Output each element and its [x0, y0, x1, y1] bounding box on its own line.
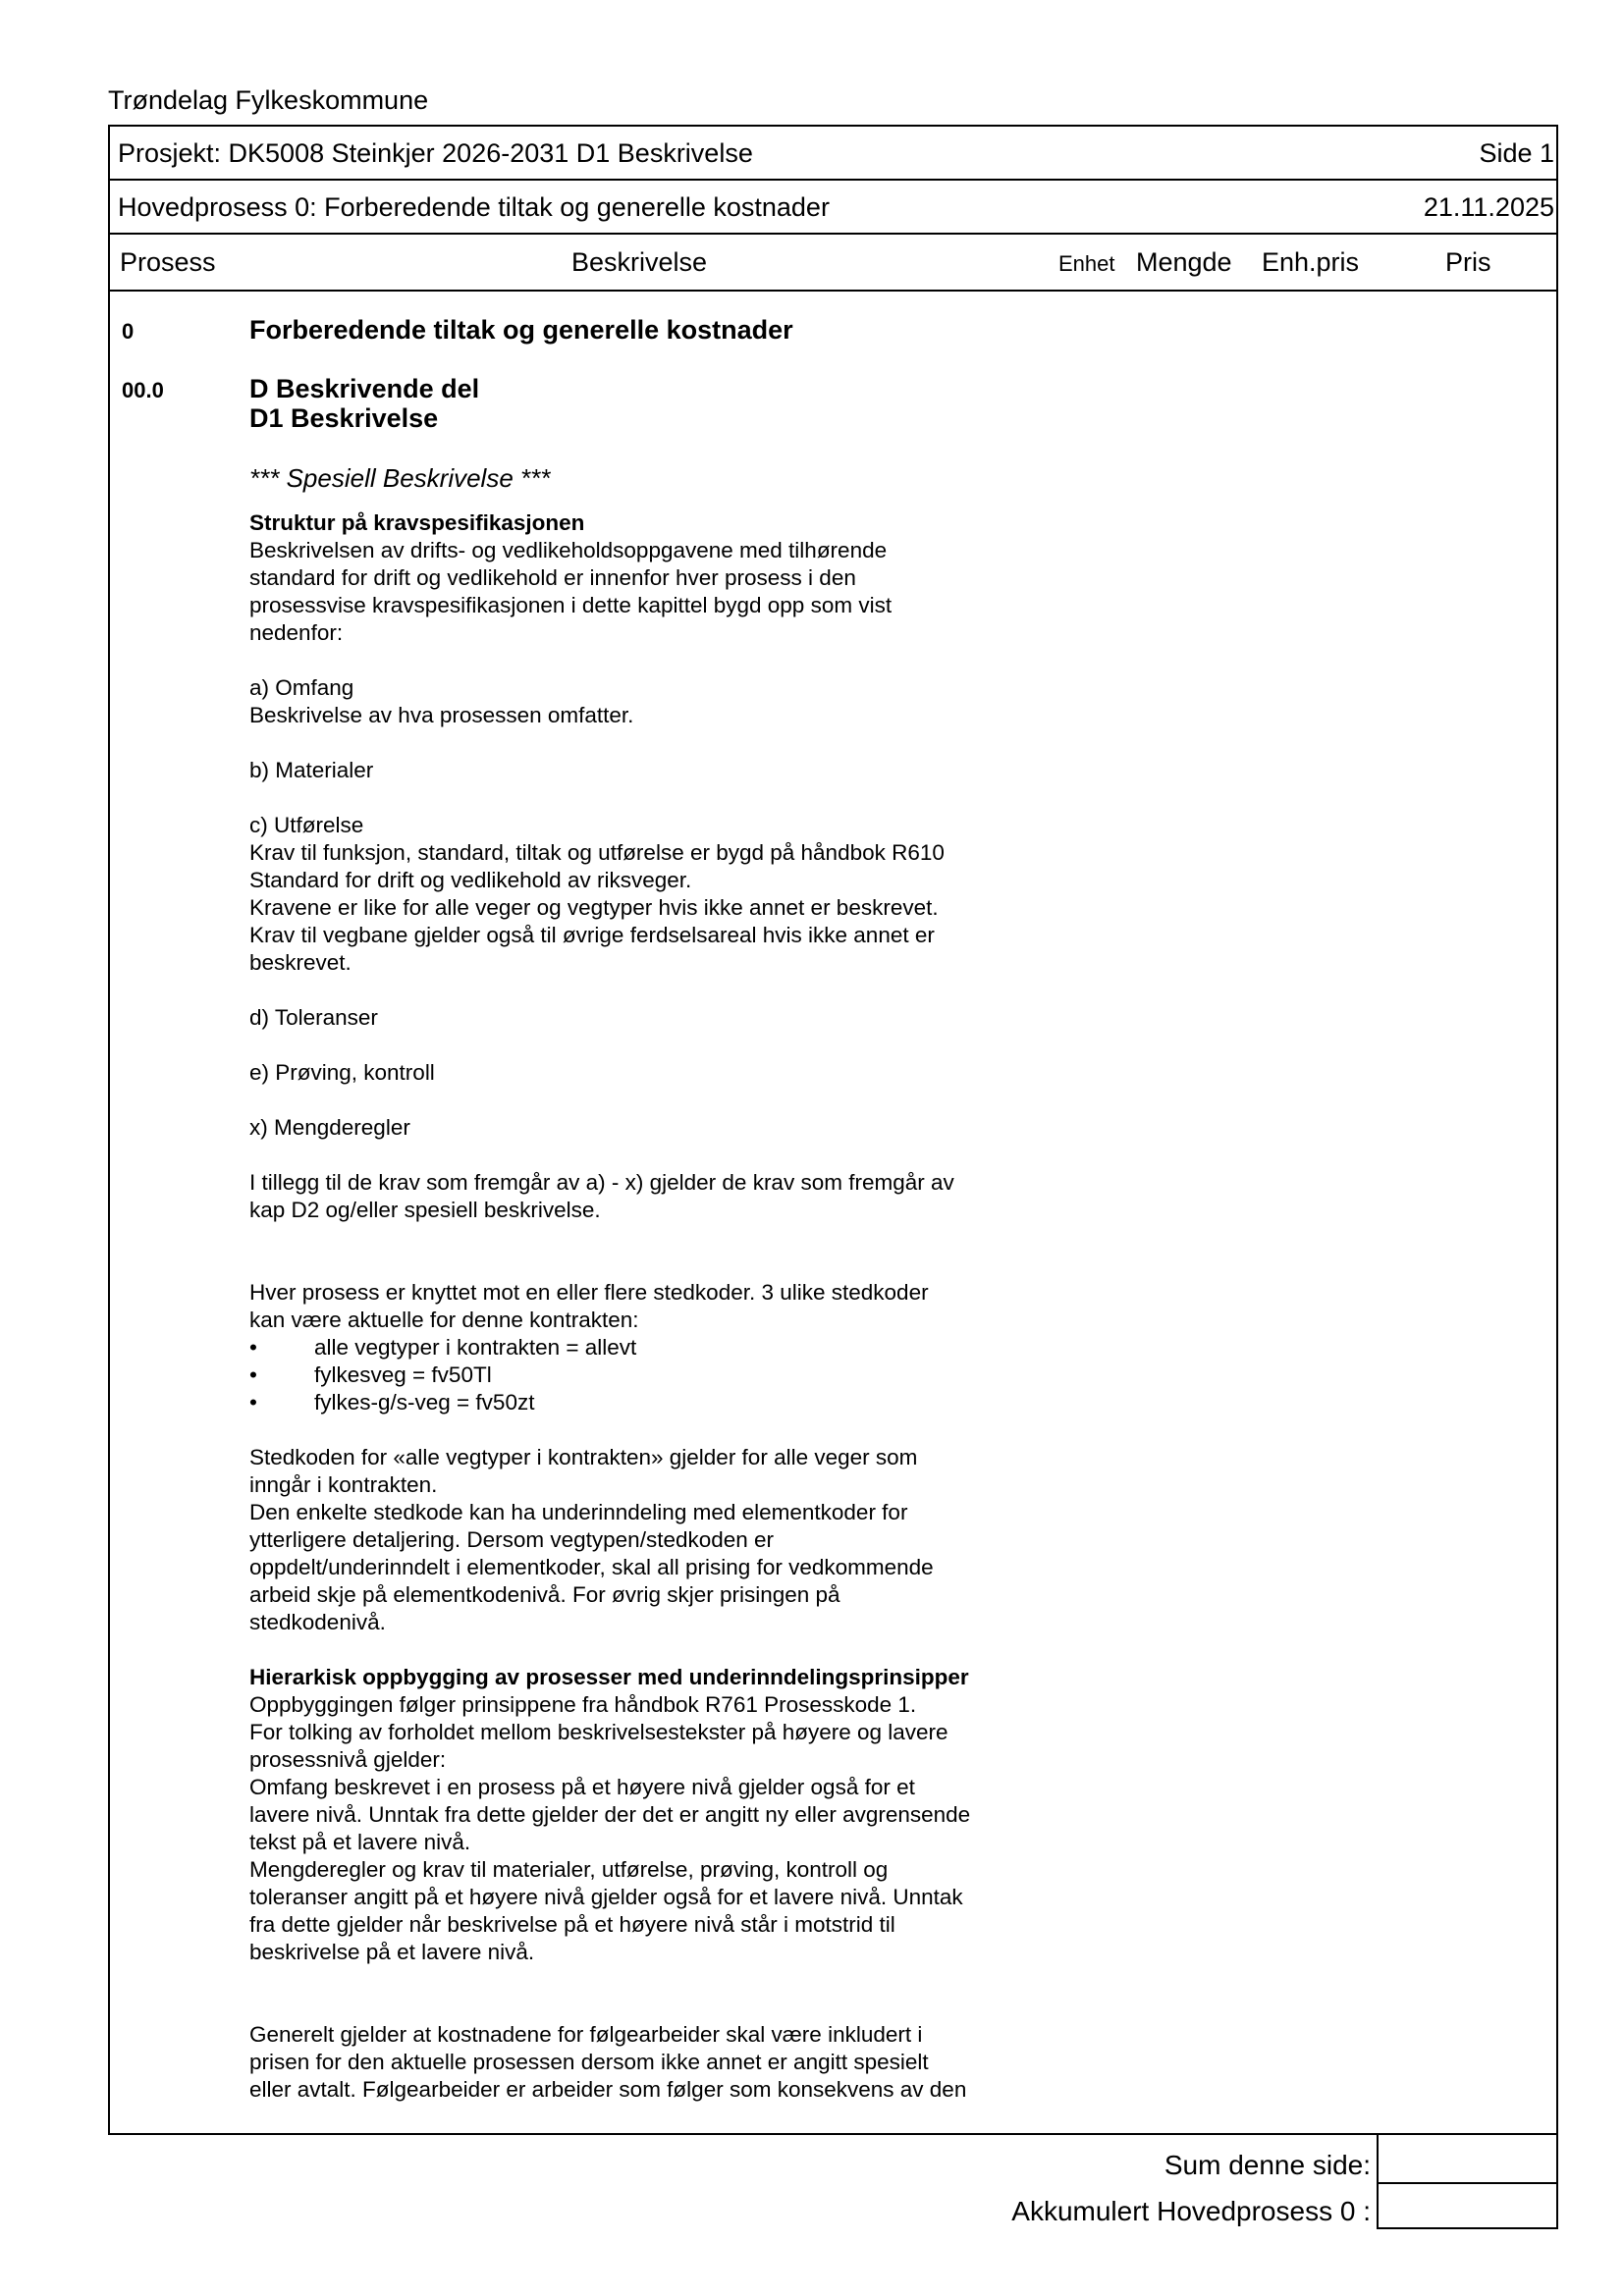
list-item-label: b) Materialer [249, 758, 374, 782]
process-code: 0 [122, 319, 135, 344]
col-pris: Pris [1445, 247, 1491, 277]
list-item-label: x) Mengderegler [249, 1115, 410, 1140]
process-subtitle: D1 Beskrivelse [249, 403, 439, 433]
paragraph-line: inngår i kontrakten. [249, 1472, 438, 1497]
paragraph-line: For tolking av forholdet mellom beskrivelsestekster på høyere og lavere [249, 1720, 948, 1744]
bullet-icon: • [249, 1390, 257, 1415]
bullet-item [249, 1334, 1055, 1362]
paragraph-line: eller avtalt. Følgearbeider er arbeider som følger som konsekvens av den [249, 2077, 967, 2102]
bullet-item [249, 1389, 1055, 1416]
col-mengde: Mengde [1136, 247, 1232, 277]
process-description [249, 374, 1055, 2104]
accumulated-value [1377, 2182, 1558, 2229]
paragraph-line: standard for drift og vedlikehold er innenfor hver prosess i den [249, 565, 856, 590]
list-item-label: c) Utførelse [249, 813, 364, 837]
paragraph-line: stedkodenivå. [249, 1610, 386, 1634]
paragraph-line: lavere nivå. Unntak fra dette gjelder der det er angitt ny eller avgrensende [249, 1802, 971, 1827]
bullet-text: alle vegtyper i kontrakten = allevt [314, 1335, 637, 1360]
document-frame [108, 125, 1558, 2135]
paragraph-line: Beskrivelse av hva prosessen omfatter. [249, 703, 634, 727]
process-title: Forberedende tiltak og generelle kostnader [249, 315, 793, 345]
process-title: D Beskrivende del [249, 374, 480, 403]
special-description-label: *** Spesiell Beskrivelse *** [249, 463, 551, 493]
accumulated-label: Akkumulert Hovedprosess 0 : [1011, 2196, 1371, 2226]
paragraph-line: I tillegg til de krav som fremgår av a) - x) gjelder de krav som fremgår av [249, 1170, 954, 1195]
paragraph-line: prosessnivå gjelder: [249, 1747, 447, 1772]
sum-page-label: Sum denne side: [1164, 2150, 1371, 2180]
document-date: 21.11.2025 [1423, 192, 1554, 222]
bullet-item [249, 1362, 1055, 1389]
paragraph-line: prisen for den aktuelle prosessen dersom ikke annet er angitt spesielt [249, 2050, 929, 2074]
paragraph-line: toleranser angitt på et høyere nivå gjelder også for et lavere nivå. Unntak [249, 1885, 963, 1909]
bullet-text: fylkesveg = fv50Tl [314, 1362, 492, 1387]
page-number: Side 1 [1479, 138, 1554, 168]
paragraph-line: kap D2 og/eller spesiell beskrivelse. [249, 1198, 601, 1222]
paragraph-line: Krav til funksjon, standard, tiltak og utførelse er bygd på håndbok R610 [249, 840, 945, 865]
paragraph-line: tekst på et lavere nivå. [249, 1830, 471, 1854]
column-header-row [110, 235, 1556, 292]
paragraph-line: Hver prosess er knyttet mot en eller flere stedkoder. 3 ulike stedkoder [249, 1280, 929, 1305]
list-item-label: d) Toleranser [249, 1005, 378, 1030]
col-enhpris: Enh.pris [1262, 247, 1360, 277]
list-item-label: a) Omfang [249, 675, 354, 700]
paragraph-line: nedenfor: [249, 620, 344, 645]
paragraph-line: fra dette gjelder når beskrivelse på et høyere nivå står i motstrid til [249, 1912, 895, 1937]
paragraph-line: Stedkoden for «alle vegtyper i kontrakten» gjelder for alle veger som [249, 1445, 918, 1469]
section-heading: Hierarkisk oppbygging av prosesser med underinndelingsprinsipper [249, 1665, 969, 1689]
col-enhet: Enhet [1058, 251, 1115, 276]
paragraph-line: Generelt gjelder at kostnadene for følgearbeider skal være inkludert i [249, 2022, 923, 2047]
bullet-icon: • [249, 1335, 257, 1360]
paragraph-line: Oppbyggingen følger prinsippene fra håndbok R761 Prosesskode 1. [249, 1692, 917, 1717]
paragraph-line: Omfang beskrevet i en prosess på et høyere nivå gjelder også for et [249, 1775, 915, 1799]
paragraph-line: beskrivelse på et lavere nivå. [249, 1940, 535, 1964]
bullet-icon: • [249, 1362, 257, 1387]
paragraph-line: oppdelt/underinndelt i elementkoder, skal all prising for vedkommende [249, 1555, 934, 1579]
list-item-label: e) Prøving, kontroll [249, 1060, 435, 1085]
paragraph-line: beskrevet. [249, 950, 352, 975]
paragraph-line: kan være aktuelle for denne kontrakten: [249, 1308, 639, 1332]
organization-name: Trøndelag Fylkeskommune [108, 85, 429, 115]
project-row [110, 127, 1556, 181]
bullet-text: fylkes-g/s-veg = fv50zt [314, 1390, 535, 1415]
paragraph-line: prosessvise kravspesifikasjonen i dette kapittel bygd opp som vist [249, 593, 893, 617]
paragraph-line: Mengderegler og krav til materialer, utførelse, prøving, kontroll og [249, 1857, 889, 1882]
paragraph-line: arbeid skje på elementkodenivå. For øvrig skjer prisingen på [249, 1582, 840, 1607]
paragraph-line: ytterligere detaljering. Dersom vegtypen/stedkoden er [249, 1527, 775, 1552]
project-title: Prosjekt: DK5008 Steinkjer 2026-2031 D1 Beskrivelse [118, 138, 753, 168]
section-heading: Struktur på kravspesifikasjonen [249, 510, 585, 535]
paragraph-line: Krav til vegbane gjelder også til øvrige ferdselsareal hvis ikke annet er [249, 923, 935, 947]
paragraph-line: Den enkelte stedkode kan ha underinndeling med elementkoder for [249, 1500, 908, 1524]
sum-page-value [1377, 2135, 1558, 2184]
main-process-title: Hovedprosess 0: Forberedende tiltak og generelle kostnader [118, 192, 830, 222]
col-beskrivelse: Beskrivelse [571, 247, 708, 277]
paragraph-line: Standard for drift og vedlikehold av riksveger. [249, 868, 692, 892]
paragraph-line: Beskrivelsen av drifts- og vedlikeholdsoppgavene med tilhørende [249, 538, 888, 562]
col-prosess: Prosess [120, 247, 216, 277]
main-process-row [110, 181, 1556, 235]
paragraph-line: Kravene er like for alle veger og vegtyper hvis ikke annet er beskrevet. [249, 895, 939, 920]
process-code: 00.0 [122, 378, 164, 402]
